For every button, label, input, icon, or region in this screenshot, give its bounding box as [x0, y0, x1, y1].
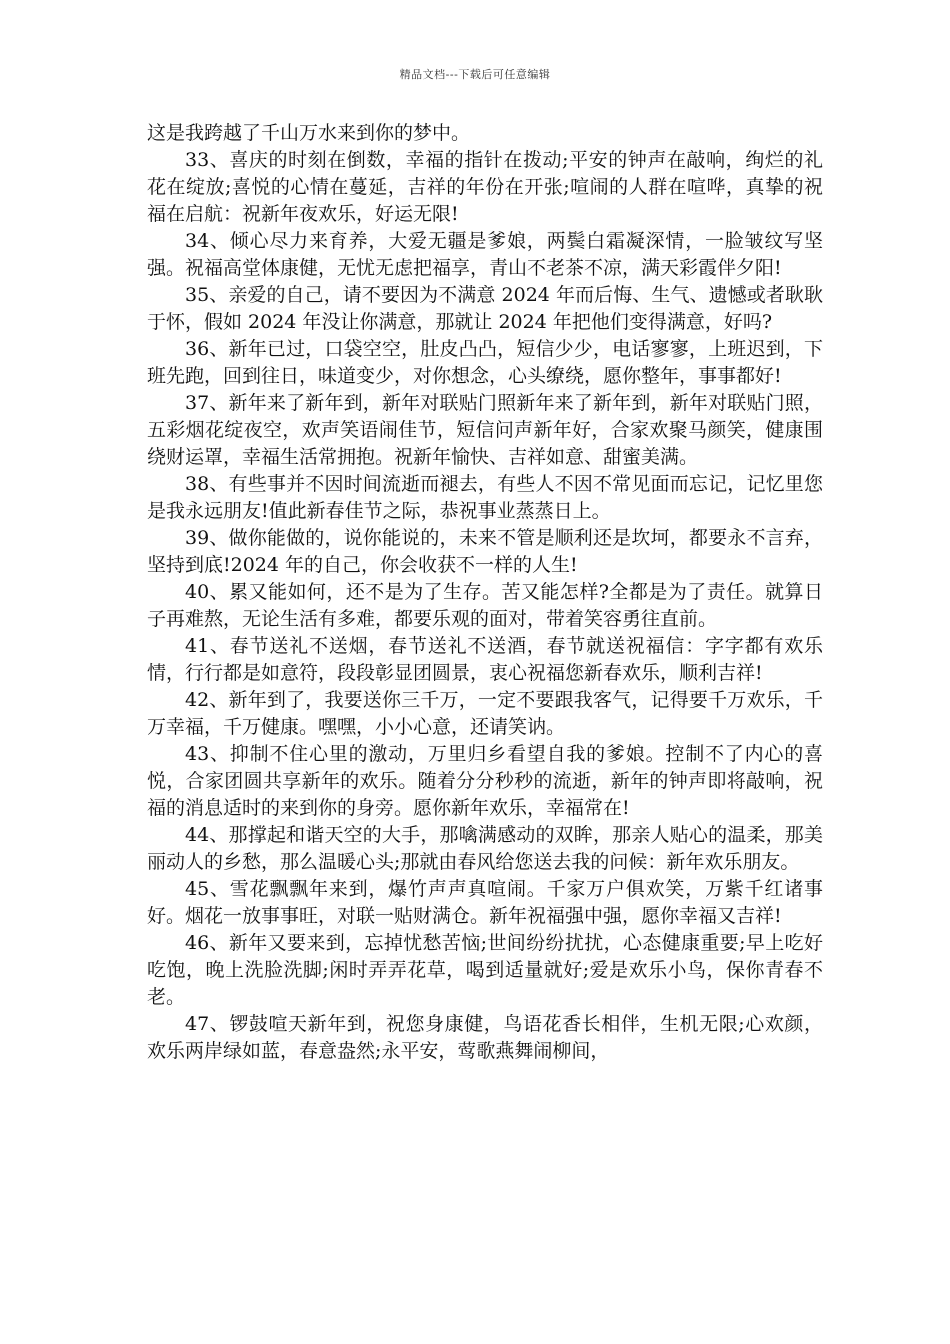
paragraph-37: 37、新年来了新年到，新年对联贴门照新年来了新年到，新年对联贴门照，五彩烟花绽夜空，欢声笑语闹佳节，短信问声新年好，合家欢聚马颜笑，健康围绕财运罩，幸福生活常拥抱。祝新年愉快、吉祥如意、甜蜜美满。: [147, 392, 823, 468]
paragraph-33: 33、喜庆的时刻在倒数，幸福的指针在拨动;平安的钟声在敲响，绚烂的礼花在绽放;喜悦的心情在蔓延，吉祥的年份在开张;喧闹的人群在喧哗，真挚的祝福在启航：祝新年夜欢乐，好运无限!: [147, 149, 823, 225]
paragraph-38: 38、有些事并不因时间流逝而褪去，有些人不因不常见面而忘记，记忆里您是我永远朋友!值此新春佳节之际，恭祝事业蒸蒸日上。: [147, 473, 823, 522]
paragraph-47: 47、锣鼓喧天新年到，祝您身康健，鸟语花香长相伴，生机无限;心欢颜，欢乐两岸绿如蓝，春意盎然;永平安，莺歌燕舞闹柳间，: [147, 1013, 823, 1062]
paragraph-43: 43、抑制不住心里的激动，万里归乡看望自我的爹娘。控制不了内心的喜悦，合家团圆共享新年的欢乐。随着分分秒秒的流逝，新年的钟声即将敲响，祝福的消息适时的来到你的身旁。愿你新年欢乐，幸福常在!: [147, 743, 823, 819]
paragraph-continuation: 这是我跨越了千山万水来到你的梦中。: [147, 122, 471, 144]
paragraph-40: 40、累又能如何，还不是为了生存。苦又能怎样?全都是为了责任。就算日子再难熬，无论生活有多难，都要乐观的面对，带着笑容勇往直前。: [147, 581, 823, 630]
paragraph-45: 45、雪花飘飘年来到，爆竹声声真喧闹。千家万户俱欢笑，万紫千红诸事好。烟花一放事事旺，对联一贴财满仓。新年祝福强中强，愿你幸福又吉祥!: [147, 878, 823, 927]
paragraph-44: 44、那撑起和谐天空的大手，那噙满感动的双眸，那亲人贴心的温柔，那美丽动人的乡愁，那么温暖心头;那就由春风给您送去我的问候：新年欢乐朋友。: [147, 824, 823, 873]
page-header: 精品文档---下载后可任意编辑: [399, 68, 551, 81]
paragraph-34: 34、倾心尽力来育养，大爱无疆是爹娘，两鬓白霜凝深情，一脸皱纹写坚强。祝福高堂体康健，无忧无虑把福享，青山不老茶不凉，满天彩霞伴夕阳!: [147, 230, 823, 279]
paragraph-42: 42、新年到了，我要送你三千万，一定不要跟我客气，记得要千万欢乐，千万幸福，千万健康。嘿嘿，小小心意，还请笑讷。: [147, 689, 823, 738]
paragraph-46: 46、新年又要来到，忘掉忧愁苦恼;世间纷纷扰扰，心态健康重要;早上吃好吃饱，晚上洗脸洗脚;闲时弄弄花草，喝到适量就好;爱是欢乐小鸟，保你青春不老。: [147, 932, 823, 1008]
paragraph-36: 36、新年已过，口袋空空，肚皮凸凸，短信少少，电话寥寥，上班迟到，下班先跑，回到往日，味道变少，对你想念，心头缭绕，愿你整年，事事都好!: [147, 338, 823, 387]
paragraph-39: 39、做你能做的，说你能说的，未来不管是顺利还是坎坷，都要永不言弃，坚持到底!2024 年的自己，你会收获不一样的人生!: [147, 527, 823, 576]
paragraph-35: 35、亲爱的自己，请不要因为不满意 2024 年而后悔、生气、遗憾或者耿耿于怀，假如 2024 年没让你满意，那就让 2024 年把他们变得满意，好吗?: [147, 284, 823, 333]
paragraph-41: 41、春节送礼不送烟，春节送礼不送酒，春节就送祝福信：字字都有欢乐情，行行都是如意符，段段彰显团圆景，衷心祝福您新春欢乐，顺利吉祥!: [147, 635, 823, 684]
document-body: [147, 120, 823, 1065]
